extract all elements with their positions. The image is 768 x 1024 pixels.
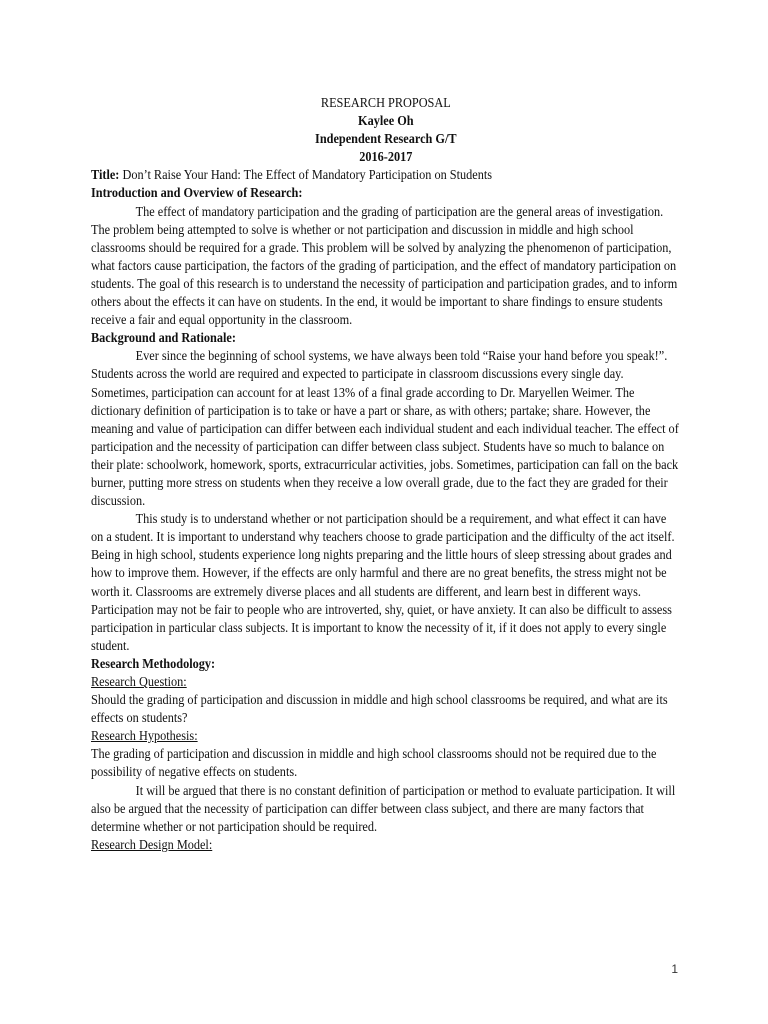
research-hypothesis-text: The grading of participation and discussion in middle and high school classrooms should not be required due to the possibility of negative effects on students. bbox=[91, 746, 657, 780]
methodology-heading: Research Methodology: bbox=[91, 655, 216, 671]
intro-paragraph: The effect of mandatory participation and the grading of participation are the general areas of investigation. The problem being attempted to solve is whether or not participation and discussion in middle and high school classrooms should be required for a grade. This problem will be solved by analyzing the phenomenon of participation, what factors cause participation, the factors of the grading of participation, and the effect of mandatory participation on students. The goal of this research is to understand the necessity of participation and participation grades, and to inform others about the effects it can have on students. In the end, it would be important to share findings to ensure students receive a fair and equal opportunity in the classroom. bbox=[91, 203, 678, 328]
course-name: Independent Research G/T bbox=[315, 131, 457, 147]
title-line bbox=[91, 166, 681, 184]
background-heading: Background and Rationale: bbox=[91, 330, 236, 346]
argument-paragraph: It will be argued that there is no constant definition of participation or method to evaluate participation. It will also be argued that the necessity of participation can differ between class subject, and there are many factors that determine whether or not participation should be required. bbox=[91, 782, 676, 834]
research-question-label: Research Question: bbox=[91, 674, 187, 689]
background-paragraph-2: This study is to understand whether or not participation should be a requirement, and what effect it can have on a student. It is important to understand why teachers choose to grade participation and the difficulty of the act itself. Being in high school, students experience long nights preparing and the little hours of sleep stressing about grades and how to improve them. However, if the effects are only harmful and there are no great benefits, the stress might not be worth it. Classrooms are extremely diverse places and all students are different, and learn best in different ways. Participation may not be fair to people who are introverted, shy, quiet, or have anxiety. It can also be difficult to assess participation in particular class subjects. It is important to know the necessity of it, if it does not apply to every single student. bbox=[91, 511, 675, 653]
intro-heading: Introduction and Overview of Research: bbox=[91, 185, 303, 201]
page-number: 1 bbox=[671, 962, 678, 976]
background-paragraph-1: Ever since the beginning of school systems, we have always been told “Raise your hand before you speak!”. Students across the world are required and expected to participate in classroom discussions every single day. Sometimes, participation can account for at least 13% of a final grade according to Dr. Maryellen Weimer. The dictionary definition of participation is to take or have a part or share, as with others; partake; share. However, the meaning and value of participation can differ between each individual student and each individual teacher. The effect of participation and the necessity of participation can differ between class subject. Students have so much to balance on their plate: schoolwork, homework, sports, extracurricular activities, jobs. Sometimes, participation can fall on the back burner, putting more stress on students when they receive a low overall grade, due to the fact they are graded for their discussion. bbox=[91, 348, 679, 509]
title-text: Don’t Raise Your Hand: The Effect of Mandatory Participation on Students bbox=[119, 167, 493, 183]
author-name: Kaylee Oh bbox=[358, 113, 414, 129]
research-hypothesis-label: Research Hypothesis: bbox=[91, 728, 198, 744]
research-design-label: Research Design Model: bbox=[91, 836, 213, 852]
doc-type-heading: RESEARCH PROPOSAL bbox=[320, 95, 451, 110]
title-label: Title: bbox=[91, 167, 120, 183]
document-body bbox=[91, 94, 681, 854]
school-year: 2016-2017 bbox=[359, 149, 413, 165]
research-question-text: Should the grading of participation and discussion in middle and high school classrooms be required, and what are its effects on students? bbox=[91, 692, 668, 726]
